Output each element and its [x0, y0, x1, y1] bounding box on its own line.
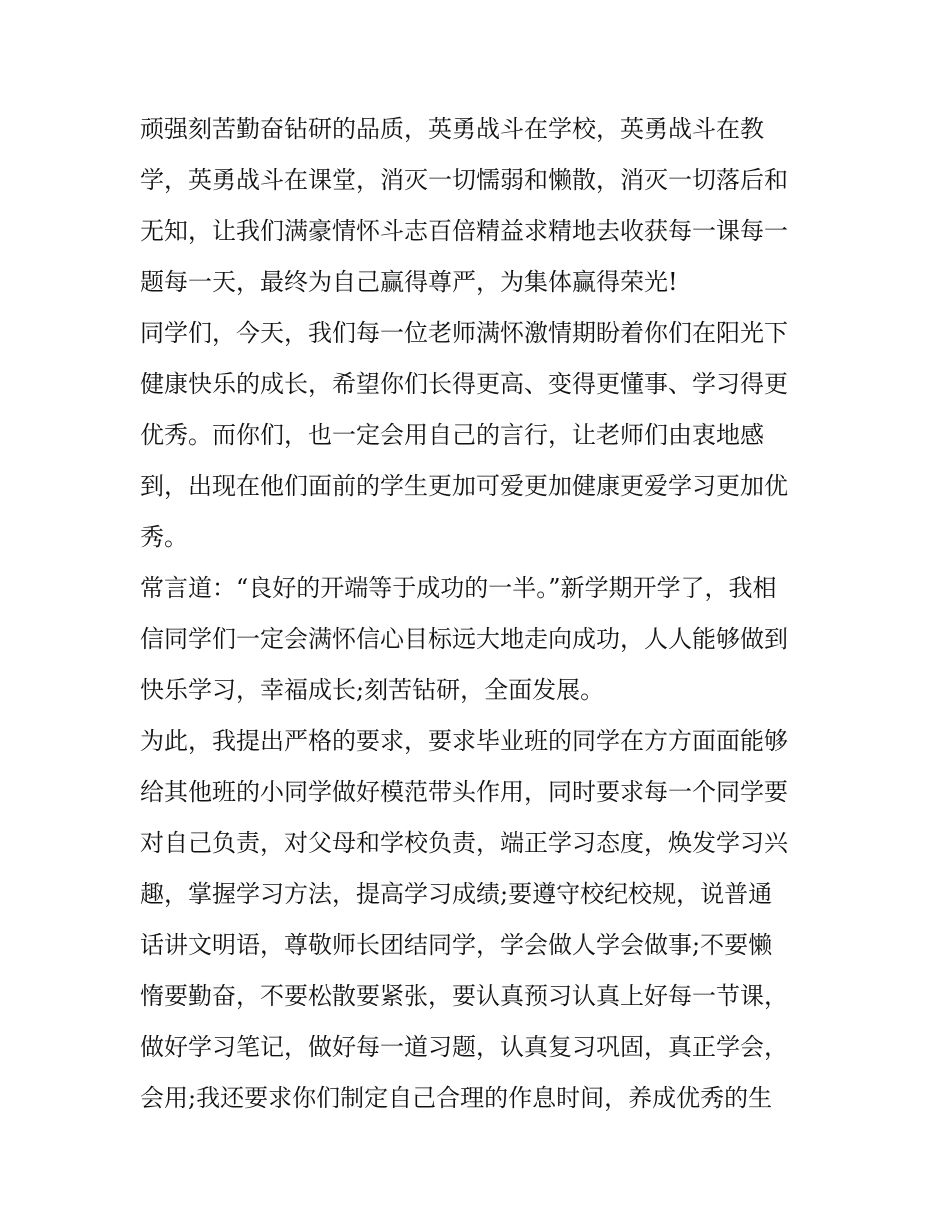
- text-line: 趣，掌握学习方法，提高学习成绩;要遵守校纪校规，说普通: [140, 880, 773, 908]
- text-line: 优秀。而你们，也一定会用自己的言行，让老师们由衷地感: [140, 421, 764, 449]
- text-line: 为此，我提出严格的要求，要求毕业班的同学在方方面面能够: [140, 727, 788, 755]
- text-line: 顽强刻苦勤奋钻研的品质，英勇战斗在学校，英勇战斗在教: [140, 115, 764, 143]
- text-line: 秀。: [140, 523, 188, 551]
- text-line: 同学们，今天，我们每一位老师满怀激情期盼着你们在阳光下: [140, 319, 788, 347]
- text-line: 对自己负责，对父母和学校负责，端正学习态度，焕发学习兴: [140, 829, 788, 857]
- text-line: 无知，让我们满豪情怀斗志百倍精益求精地去收获每一课每一: [140, 217, 788, 245]
- text-line: 常言道：“良好的开端等于成功的一半。”新学期开学了，我相: [140, 574, 777, 602]
- text-line: 做好学习笔记，做好每一道习题，认真复习巩固，真正学会，: [140, 1033, 788, 1061]
- text-line: 学，英勇战斗在课堂，消灭一切懦弱和懒散，消灭一切落后和: [140, 166, 788, 194]
- text-line: 健康快乐的成长，希望你们长得更高、变得更懂事、学习得更: [140, 370, 788, 398]
- text-line: 给其他班的小同学做好模范带头作用，同时要求每一个同学要: [140, 778, 788, 806]
- text-line: 信同学们一定会满怀信心目标远大地走向成功，人人能够做到: [140, 625, 788, 653]
- text-line: 惰要勤奋，不要松散要紧张，要认真预习认真上好每一节课，: [140, 982, 788, 1010]
- text-line: 题每一天，最终为自己赢得尊严，为集体赢得荣光!: [140, 268, 678, 296]
- text-line: 话讲文明语，尊敬师长团结同学，学会做人学会做事;不要懒: [140, 931, 773, 959]
- text-line: 会用;我还要求你们制定自己合理的作息时间，养成优秀的生: [140, 1084, 773, 1112]
- text-line: 快乐学习，幸福成长;刻苦钻研，全面发展。: [140, 676, 605, 704]
- text-line: 到，出现在他们面前的学生更加可爱更加健康更爱学习更加优: [140, 472, 788, 500]
